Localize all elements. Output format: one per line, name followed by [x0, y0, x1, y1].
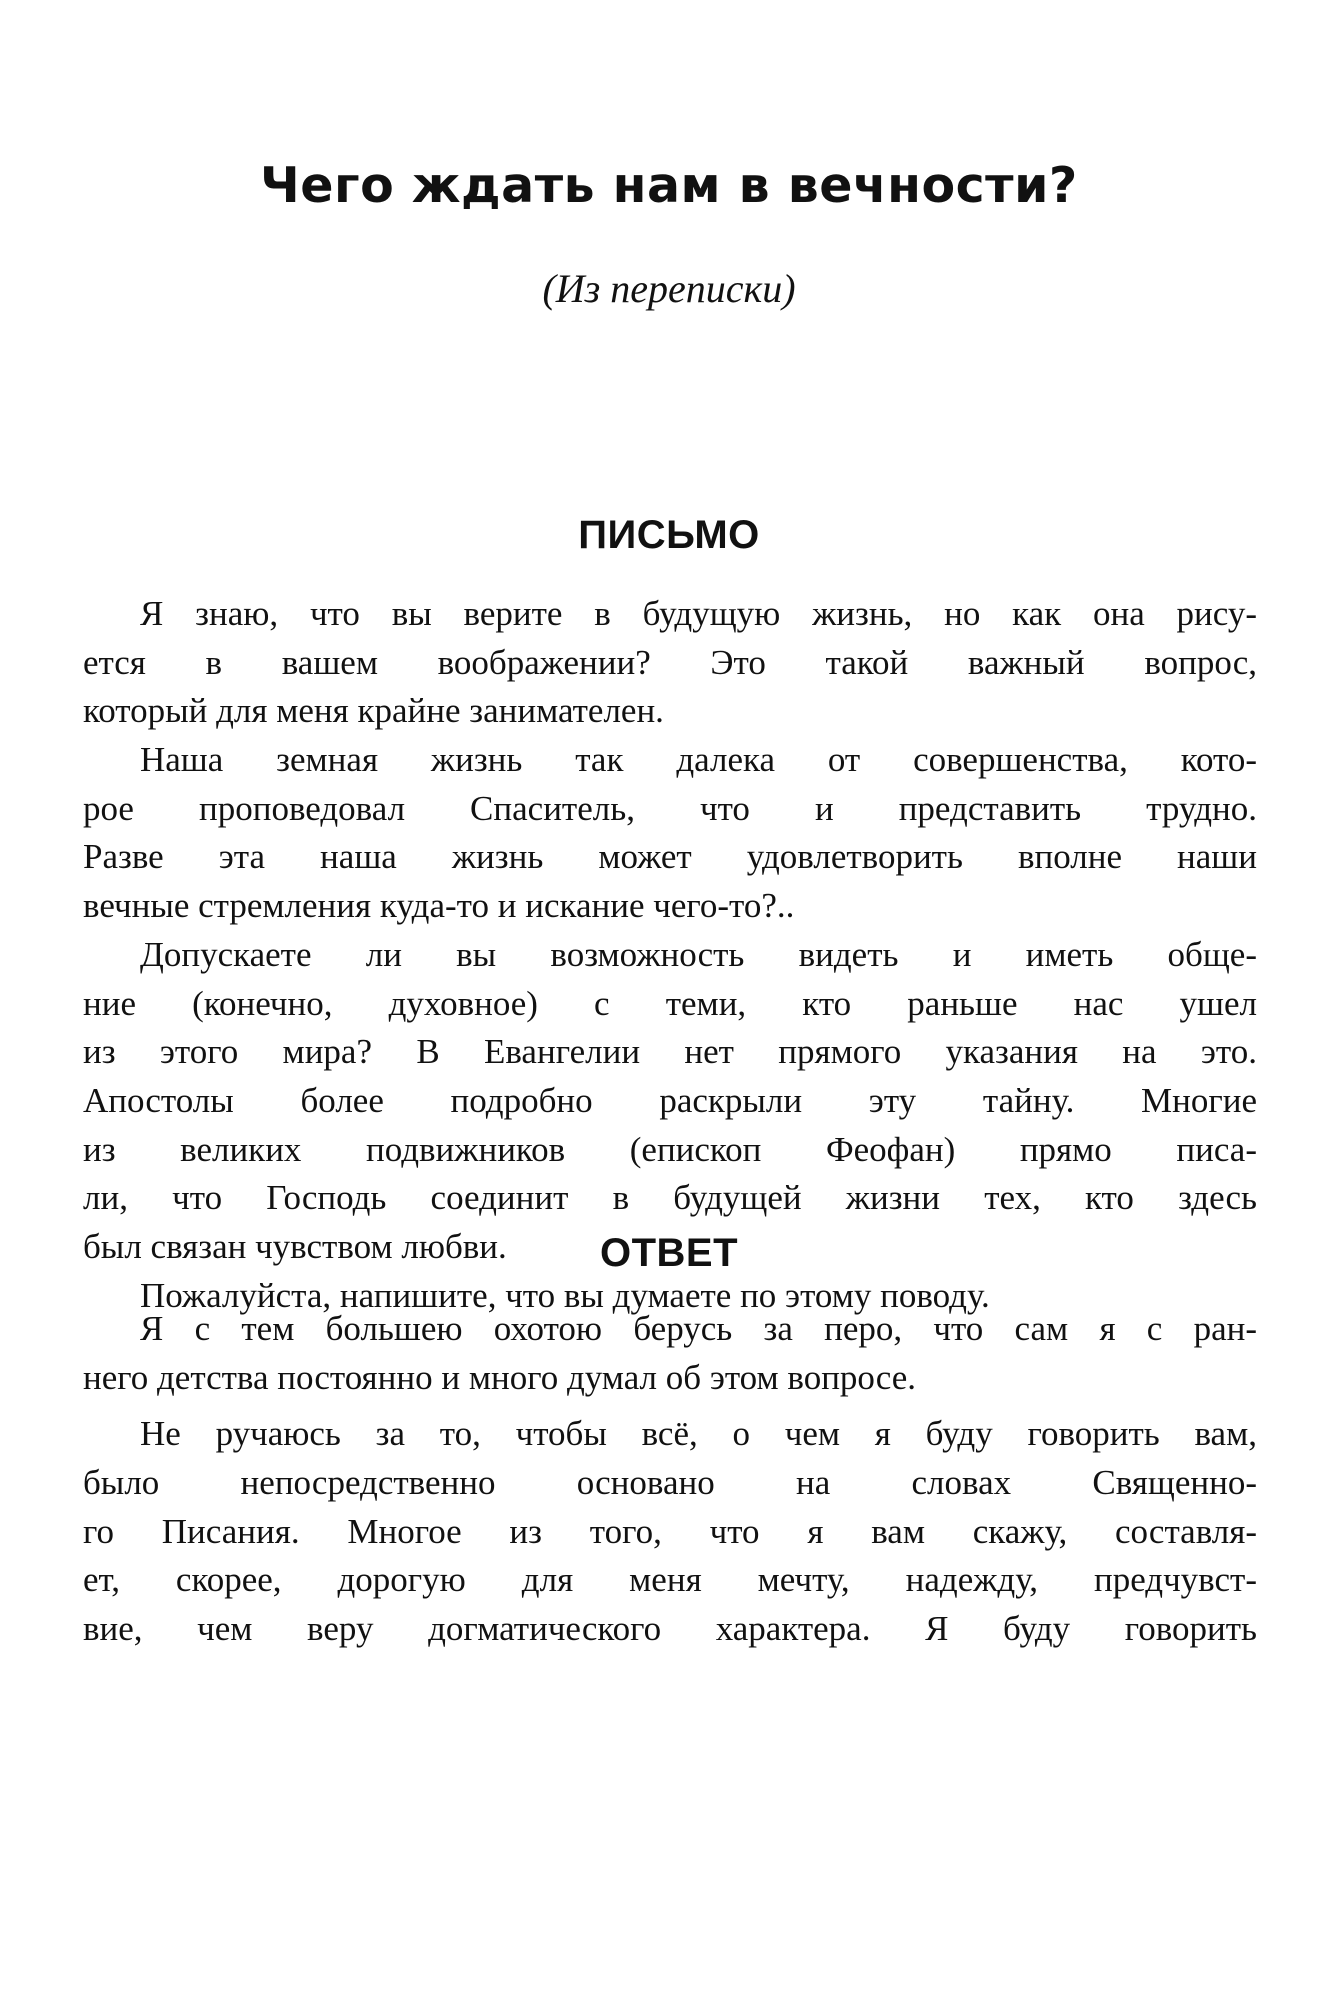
answer-text — [83, 1305, 1257, 1654]
chapter-subtitle: (Из переписки) — [542, 266, 796, 311]
text-line: Я с тем большею охотою берусь за перо, что сам я с ран- — [140, 1309, 1257, 1348]
text-line: го Писания. Многое из того, что я вам скажу, составля- — [83, 1511, 1257, 1551]
text-line: который для меня крайне занимателен. — [83, 691, 664, 731]
chapter-title: Чего ждать нам в вечности? — [260, 157, 1078, 214]
text-line: ли, что Господь соединит в будущей жизни тех, кто здесь — [83, 1178, 1257, 1218]
text-line: было непосредственно основано на словах Священно- — [83, 1463, 1257, 1503]
answer-paragraph — [83, 1410, 1257, 1653]
text-line: ние (конечно, духовное) с теми, кто раньше нас ушел — [83, 983, 1257, 1023]
text-line: Наша земная жизнь так далека от совершенства, кото- — [140, 740, 1257, 780]
text-line: вие, чем веру догматического характера. Я буду говорить — [83, 1609, 1257, 1649]
answer-paragraph — [83, 1305, 1257, 1402]
letter-paragraph — [83, 931, 1257, 1272]
answer-heading: ОТВЕТ — [599, 1231, 739, 1275]
text-line: Апостолы более подробно раскрыли эту тайну. Многие — [83, 1080, 1257, 1120]
text-line: вечные стремления куда-то и искание чего-то?.. — [83, 886, 795, 926]
text-line: Не ручаюсь за то, чтобы всё, о чем я буду говорить вам, — [140, 1414, 1257, 1454]
text-line: из этого мира? В Евангелии нет прямого указания на это. — [83, 1032, 1257, 1072]
letter-heading: ПИСЬМО — [578, 513, 760, 557]
text-line: из великих подвижников (епископ Феофан) прямо писа- — [83, 1129, 1257, 1169]
letter-paragraph — [83, 590, 1257, 736]
text-line: рое проповедовал Спаситель, что и представить трудно. — [83, 788, 1257, 828]
text-line: ет, скорее, дорогую для меня мечту, надежду, предчувст- — [83, 1560, 1257, 1600]
text-line: Я знаю, что вы верите в будущую жизнь, но как она рису- — [140, 594, 1257, 633]
letter-text — [83, 590, 1257, 1320]
text-line: Пожалуйста, напишите, что вы думаете по этому поводу. — [140, 1275, 990, 1315]
text-line: ется в вашем воображении? Это такой важный вопрос, — [83, 642, 1257, 682]
text-line: Допускаете ли вы возможность видеть и иметь обще- — [140, 934, 1257, 974]
text-line: него детства постоянно и много думал об этом вопросе. — [83, 1357, 917, 1397]
text-line: был связан чувством любви. — [83, 1226, 507, 1266]
text-line: Разве эта наша жизнь может удовлетворить вполне наши — [83, 837, 1257, 877]
letter-paragraph — [83, 736, 1257, 931]
